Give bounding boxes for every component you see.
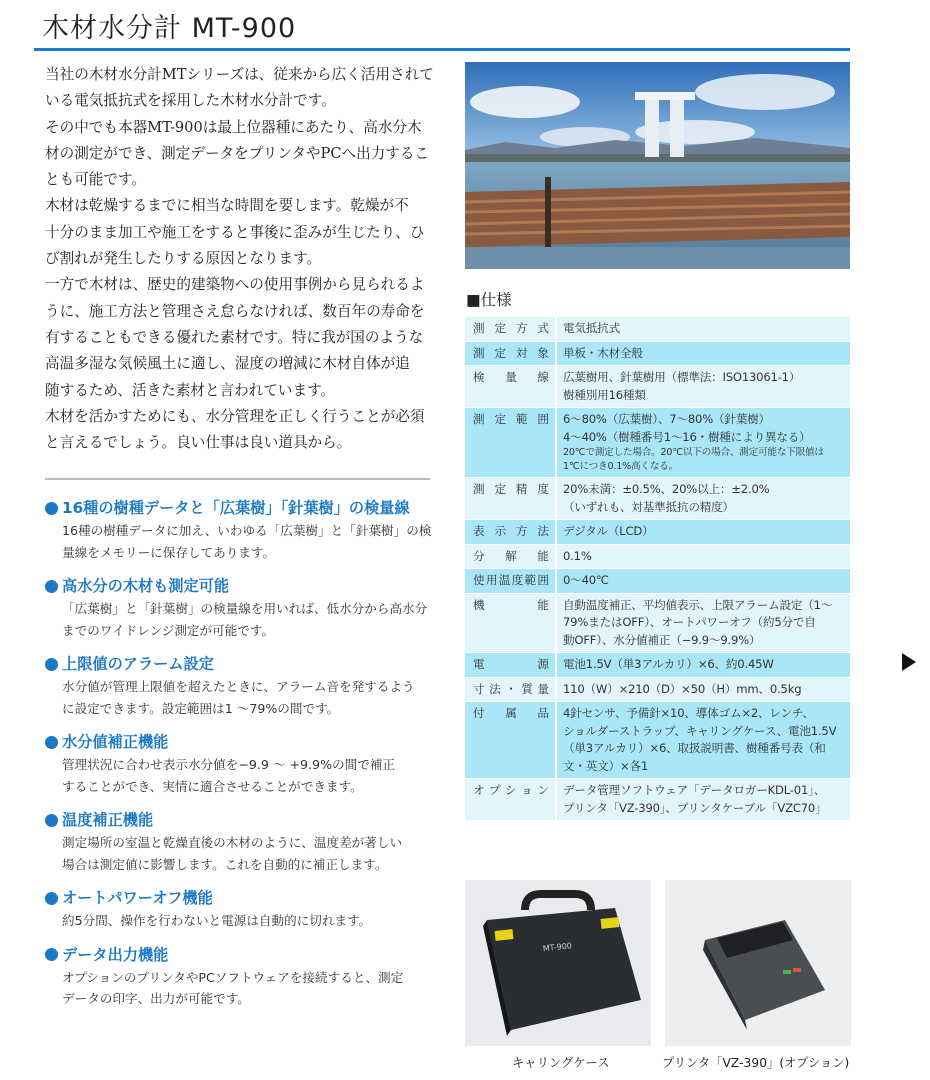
spec-value-line: 4～40%（樹種番号1～16・樹種により異なる） <box>563 429 811 444</box>
case-label: MT-900 <box>542 941 573 954</box>
caption-printer: プリンタ「VZ-390」(オプション) <box>662 1056 850 1070</box>
spec-label: 分解能 <box>465 544 556 569</box>
log-pond-photo <box>465 62 850 269</box>
spec-value-line: 110（W）×210（D）×50（H）mm、0.5kg <box>563 681 802 696</box>
feature-heading-text: 水分値補正機能 <box>62 733 169 751</box>
spec-value-line: 4針センサ、予備針×10、導体ゴム×2、レンチ、 <box>563 706 814 720</box>
bullet-icon <box>45 892 58 905</box>
spec-value-line: 0.1% <box>563 548 592 563</box>
spec-row <box>465 779 850 821</box>
spec-label: 表示方法 <box>465 520 556 545</box>
spec-value <box>556 569 850 594</box>
spec-label: オプション <box>465 779 556 821</box>
spec-value <box>556 653 850 678</box>
bullet-icon <box>45 736 58 749</box>
caption-carrying-case: キャリングケース <box>512 1056 610 1070</box>
spec-value <box>556 366 850 408</box>
intro-line: 木材は乾燥するまでに相当な時間を要します。乾燥が不 <box>45 197 409 215</box>
carrying-case-photo <box>465 880 651 1046</box>
spec-row <box>465 478 850 520</box>
spec-value <box>556 520 850 545</box>
next-page-arrow-icon[interactable] <box>902 653 916 671</box>
spec-value-line: （単3アルカリ）×6、取扱説明書、樹種番号表（和 <box>563 741 826 755</box>
spec-row <box>465 702 850 779</box>
feature-description <box>45 520 440 563</box>
feature-item <box>45 886 440 932</box>
spec-value-line: 20%未満：±0.5%、20%以上：±2.0% <box>563 482 770 496</box>
spec-value <box>556 408 850 478</box>
spec-row <box>465 569 850 594</box>
spec-note-line: 20℃で測定した場合。20℃以下の場合、測定可能な下限値は <box>563 447 824 458</box>
spec-row <box>465 677 850 702</box>
feature-heading-text: 温度補正機能 <box>62 811 154 829</box>
bullet-icon <box>45 814 58 827</box>
feature-line: することができ、実情に適合させることができます。 <box>62 778 363 794</box>
intro-line: 十分のまま加工や施工をすると事後に歪みが生じたり、ひ <box>45 223 425 241</box>
feature-line: 場合は測定値に影響します。これを自動的に補正します。 <box>62 856 388 872</box>
spec-row <box>465 653 850 678</box>
feature-list <box>45 496 440 1021</box>
spec-value-line: 79%またはOFF）、オートパワーオフ（約5分で自 <box>563 615 816 629</box>
intro-line: 高温多湿な気候風土に適し、湿度の増減に木材自体が追 <box>45 355 410 373</box>
feature-heading <box>45 886 440 910</box>
spec-label: 機能 <box>465 593 556 653</box>
feature-description <box>45 676 440 719</box>
intro-line: うに、施工方法と管理さえ怠らなければ、数百年の寿命を <box>45 302 425 320</box>
spec-note-line: 1℃につき0.1%高くなる。 <box>563 461 679 472</box>
spec-value-line: 自動温度補正、平均値表示、上限アラーム設定（1～ <box>563 597 833 612</box>
intro-line: び割れが発生したりする原因となります。 <box>45 250 322 268</box>
feature-line: 測定場所の室温と乾燥直後の木材のように、温度差が著しい <box>62 835 403 850</box>
spec-value <box>556 677 850 702</box>
spec-value <box>556 702 850 779</box>
spec-value-line: 広葉樹用、針葉樹用（標準法：ISO13061-1） <box>563 370 801 384</box>
feature-heading-text: オートパワーオフ機能 <box>62 889 213 907</box>
feature-item <box>45 574 440 641</box>
spec-value <box>556 593 850 653</box>
spec-value-line: 樹種別用16種類 <box>563 387 646 402</box>
spec-value-line: 0～40℃ <box>563 573 609 587</box>
spec-label: 検量線 <box>465 366 556 408</box>
feature-line: データの印字、出力が可能です。 <box>62 991 250 1006</box>
spec-row <box>465 317 850 341</box>
spec-label: 測定方式 <box>465 317 556 341</box>
spec-row <box>465 520 850 545</box>
feature-heading <box>45 943 440 967</box>
bullet-icon <box>45 502 58 515</box>
intro-line: いる電気抵抗式を採用した木材水分計です。 <box>45 92 336 110</box>
spec-value <box>556 317 850 341</box>
feature-line: オプションのプリンタやPCソフトウェアを接続すると、測定 <box>62 969 404 985</box>
feature-heading-text: 高水分の木材も測定可能 <box>62 577 230 595</box>
bullet-icon <box>45 580 58 593</box>
intro-line: 随するため、活きた素材と言われています。 <box>45 381 336 399</box>
feature-item <box>45 808 440 875</box>
feature-line: に設定できます。設定範囲は1 ～79%の間です。 <box>62 700 340 716</box>
spec-row <box>465 341 850 366</box>
feature-heading-text: データ出力機能 <box>62 945 169 964</box>
intro-line: その中でも本器MT-900は最上位器種にあたり、高水分木 <box>45 118 422 136</box>
printer-photo <box>665 880 851 1046</box>
spec-value-line: プリンタ「VZ-390」、プリンタケーブル「VZC70」 <box>563 800 827 815</box>
spec-value-line: 動OFF）、水分値補正（−9.9～9.9%） <box>563 632 761 647</box>
divider <box>45 478 430 480</box>
bullet-icon <box>45 948 58 961</box>
spec-label: 使用温度範囲 <box>465 569 556 594</box>
spec-value-line: デジタル（LCD） <box>563 524 654 538</box>
feature-heading-text: 上限値のアラーム設定 <box>62 655 214 673</box>
feature-heading-text: 16種の樹種データと「広葉樹」「針葉樹」の検量線 <box>62 499 410 517</box>
feature-heading <box>45 496 440 520</box>
feature-item <box>45 943 440 1010</box>
spec-value-line: 電気抵抗式 <box>563 321 620 335</box>
feature-line: 「広葉樹」と「針葉樹」の検量線を用いれば、低水分から高水分 <box>62 601 428 616</box>
spec-value <box>556 341 850 366</box>
feature-line: 量線をメモリーに保存してあります。 <box>62 544 276 560</box>
intro-line: とも可能です。 <box>45 171 146 189</box>
spec-value-line: ショルダーストラップ、キャリングケース、電池1.5V <box>563 723 837 738</box>
spec-label: 付属品 <box>465 702 556 779</box>
page-title: 木材水分計 MT-900 <box>42 13 297 44</box>
spec-heading: ■仕様 <box>466 291 512 309</box>
spec-value <box>556 779 850 821</box>
feature-description <box>45 754 440 797</box>
title-rule <box>34 48 850 51</box>
feature-heading <box>45 808 440 832</box>
spec-value-line: データ管理ソフトウェア「データロガーKDL-01」、 <box>563 783 826 797</box>
spec-value-line: 電池1.5V（単3アルカリ）×6、約0.45W <box>563 657 774 671</box>
feature-line: 16種の樹種データに加え、いわゆる「広葉樹」と「針葉樹」の検 <box>62 523 432 538</box>
spec-row <box>465 366 850 408</box>
feature-line: 管理状況に合わせ表示水分値を−9.9 ～ +9.9%の間で補正 <box>62 757 396 772</box>
spec-value-line: 文・英文）×各1 <box>563 758 649 773</box>
spec-value-line: （いずれも、対基準抵抗の精度） <box>563 499 734 514</box>
spec-row <box>465 408 850 478</box>
spec-row <box>465 593 850 653</box>
intro-line: 木材を活かすためにも、水分管理を正しく行うことが必須 <box>45 407 425 425</box>
spec-label: 寸法・質量 <box>465 677 556 702</box>
feature-line: 水分値が管理上限値を超えたときに、アラーム音を発するよう <box>62 679 415 694</box>
spec-row <box>465 544 850 569</box>
intro-line: 一方で木材は、歴史的建築物への使用事例から見られるよ <box>45 276 425 294</box>
spec-table <box>465 317 850 821</box>
intro-line: 当社の木材水分計MTシリーズは、従来から広く活用されて <box>45 66 434 83</box>
spec-value <box>556 478 850 520</box>
feature-heading <box>45 730 440 754</box>
feature-line: 約5分間、操作を行わないと電源は自動的に切れます。 <box>62 913 372 928</box>
feature-description <box>45 910 440 932</box>
feature-heading <box>45 652 440 676</box>
intro-line: 材の測定ができ、測定データをプリンタやPCへ出力するこ <box>45 144 430 162</box>
spec-value-line: 単板・木材全般 <box>563 345 643 360</box>
bullet-icon <box>45 658 58 671</box>
intro-line: 有することもできる優れた素材です。特に我が国のような <box>45 328 424 346</box>
feature-line: までのワイドレンジ測定が可能です。 <box>62 622 275 638</box>
spec-label: 電源 <box>465 653 556 678</box>
spec-value-line: 6～80%（広葉樹）、7～80%（針葉樹） <box>563 412 771 426</box>
feature-description <box>45 967 440 1010</box>
spec-label: 測定範囲 <box>465 408 556 478</box>
spec-label: 測定精度 <box>465 478 556 520</box>
feature-item <box>45 730 440 797</box>
feature-item <box>45 496 440 563</box>
intro-line: と言えるでしょう。良い仕事は良い道具から。 <box>45 434 352 452</box>
spec-label: 測定対象 <box>465 341 556 366</box>
feature-description <box>45 598 440 641</box>
feature-description <box>45 832 440 875</box>
spec-value <box>556 544 850 569</box>
feature-heading <box>45 574 440 598</box>
intro-text <box>45 62 435 456</box>
feature-item <box>45 652 440 719</box>
